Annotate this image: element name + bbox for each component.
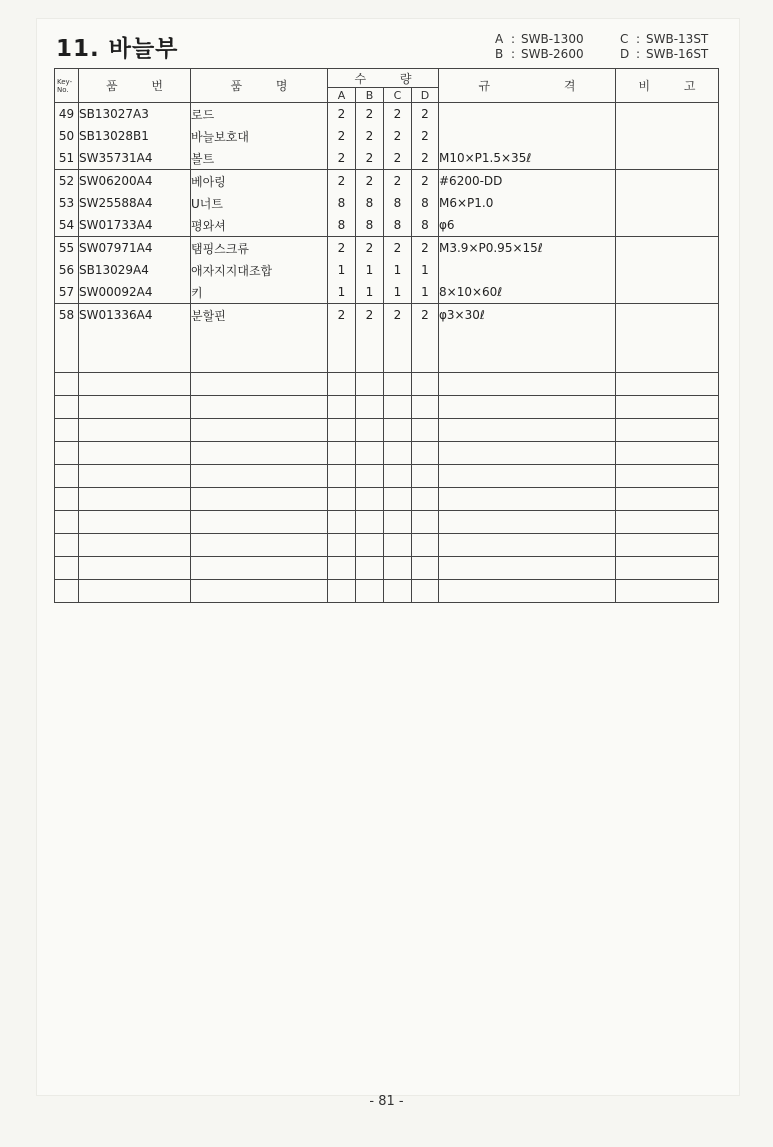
model-name: SWB-16ST (646, 47, 709, 61)
spec-cell: M3.9×P0.95×15ℓ (439, 237, 616, 260)
qty-b-cell: 2 (356, 170, 384, 193)
qty-c-cell: 8 (384, 214, 412, 237)
model-row-a (495, 32, 584, 47)
qty-d-cell: 2 (412, 304, 439, 327)
qty-a-cell: 2 (328, 103, 356, 126)
part-no-cell: SB13029A4 (79, 259, 191, 281)
spec-cell (439, 125, 616, 147)
table-row-empty (55, 442, 719, 465)
key-no-cell: 49 (55, 103, 79, 126)
spec-cell: M10×P1.5×35ℓ (439, 147, 616, 170)
qty-c-cell: 2 (384, 304, 412, 327)
spec-cell: φ3×30ℓ (439, 304, 616, 327)
qty-d-cell: 1 (412, 259, 439, 281)
part-no-cell: SW00092A4 (79, 281, 191, 304)
table-row (55, 125, 719, 147)
model-name: SWB-2600 (521, 47, 584, 61)
qty-c-cell: 1 (384, 259, 412, 281)
table-row-empty (55, 326, 719, 373)
page-number: - 81 - (369, 1094, 404, 1109)
part-name-cell: 분할핀 (191, 304, 328, 327)
qty-d-cell: 2 (412, 103, 439, 126)
section-title: 11. 바늘부 (56, 36, 179, 62)
table-row (55, 259, 719, 281)
header-remarks-label: 비 고 (638, 79, 696, 93)
part-no-cell: SW35731A4 (79, 147, 191, 170)
key-no-cell: 53 (55, 192, 79, 214)
spec-cell (439, 103, 616, 126)
qty-a-cell: 2 (328, 304, 356, 327)
qty-c-cell: 2 (384, 147, 412, 170)
part-no-cell: SW01336A4 (79, 304, 191, 327)
part-no-cell: SB13028B1 (79, 125, 191, 147)
header-remarks (616, 69, 719, 103)
qty-a-cell: 2 (328, 237, 356, 260)
qty-a-cell: 8 (328, 192, 356, 214)
key-no-cell: 56 (55, 259, 79, 281)
key-no-cell: 52 (55, 170, 79, 193)
model-key: C (620, 32, 629, 46)
qty-d-cell: 1 (412, 281, 439, 304)
key-no-cell: 58 (55, 304, 79, 327)
part-name-cell: 탬핑스크류 (191, 237, 328, 260)
model-key: D (620, 47, 630, 61)
remarks-cell (616, 304, 719, 327)
table-row (55, 192, 719, 214)
qty-b-cell: 8 (356, 192, 384, 214)
part-name-cell: 애자지지대조합 (191, 259, 328, 281)
part-no-cell: SW01733A4 (79, 214, 191, 237)
spec-cell: M6×P1.0 (439, 192, 616, 214)
qty-b-cell: 2 (356, 103, 384, 126)
qty-b-cell: 2 (356, 125, 384, 147)
qty-d-cell: 8 (412, 214, 439, 237)
spec-cell: #6200-DD (439, 170, 616, 193)
qty-b-cell: 1 (356, 281, 384, 304)
qty-c-cell: 1 (384, 281, 412, 304)
remarks-cell (616, 259, 719, 281)
header-key-no (55, 69, 79, 103)
qty-b-cell: 1 (356, 259, 384, 281)
qty-b-cell: 8 (356, 214, 384, 237)
header-qty-label: 수 량 (354, 71, 412, 86)
part-name-cell: U너트 (191, 192, 328, 214)
table-row-empty (55, 465, 719, 488)
model-row-c (620, 32, 708, 47)
header-part-name-label: 품 명 (230, 79, 288, 93)
spec-cell: φ6 (439, 214, 616, 237)
qty-c-cell: 2 (384, 237, 412, 260)
model-sep: : (635, 47, 641, 61)
remarks-cell (616, 125, 719, 147)
parts-table (54, 68, 719, 603)
qty-c-cell: 2 (384, 103, 412, 126)
remarks-cell (616, 281, 719, 304)
qty-a-cell: 2 (328, 147, 356, 170)
header-part-name (191, 69, 328, 103)
key-no-cell: 51 (55, 147, 79, 170)
part-name-cell: 로드 (191, 103, 328, 126)
header-qty-c: C (384, 88, 412, 103)
remarks-cell (616, 237, 719, 260)
qty-a-cell: 1 (328, 259, 356, 281)
qty-d-cell: 2 (412, 237, 439, 260)
model-legend-left (495, 32, 584, 62)
table-row-empty (55, 534, 719, 557)
header-qty (328, 69, 439, 88)
table-row-empty (55, 396, 719, 419)
model-name: SWB-1300 (521, 32, 584, 46)
model-sep: : (635, 32, 641, 46)
qty-a-cell: 8 (328, 214, 356, 237)
header-key-no-line2: No. (57, 85, 69, 94)
qty-d-cell: 2 (412, 147, 439, 170)
header-qty-d: D (412, 88, 439, 103)
model-row-b (495, 47, 584, 62)
header-qty-b: B (356, 88, 384, 103)
model-sep: : (510, 32, 516, 46)
spec-cell (439, 259, 616, 281)
remarks-cell (616, 192, 719, 214)
part-name-cell: 베아링 (191, 170, 328, 193)
part-name-cell: 바늘보호대 (191, 125, 328, 147)
table-row (55, 281, 719, 304)
header-part-no-label: 품 번 (106, 79, 163, 93)
table-row (55, 103, 719, 126)
part-name-cell: 키 (191, 281, 328, 304)
part-name-cell: 볼트 (191, 147, 328, 170)
table-row-empty (55, 511, 719, 534)
qty-a-cell: 2 (328, 125, 356, 147)
qty-a-cell: 1 (328, 281, 356, 304)
remarks-cell (616, 170, 719, 193)
header-spec-label: 규 격 (478, 79, 576, 93)
part-no-cell: SW25588A4 (79, 192, 191, 214)
table-row-empty (55, 373, 719, 396)
table-row (55, 170, 719, 193)
qty-d-cell: 8 (412, 192, 439, 214)
remarks-cell (616, 147, 719, 170)
table-row (55, 237, 719, 260)
part-no-cell: SW07971A4 (79, 237, 191, 260)
table-row (55, 304, 719, 327)
part-no-cell: SW06200A4 (79, 170, 191, 193)
header-key-no-line1: Key- (57, 77, 73, 86)
model-sep: : (510, 47, 516, 61)
part-no-cell: SB13027A3 (79, 103, 191, 126)
table-row-empty (55, 557, 719, 580)
qty-d-cell: 2 (412, 125, 439, 147)
model-legend-right (620, 32, 708, 62)
table-row (55, 147, 719, 170)
qty-c-cell: 8 (384, 192, 412, 214)
header-spec (439, 69, 616, 103)
header-part-no (79, 69, 191, 103)
key-no-cell: 50 (55, 125, 79, 147)
table-row-empty (55, 419, 719, 442)
model-key: A (495, 32, 504, 46)
key-no-cell: 55 (55, 237, 79, 260)
qty-d-cell: 2 (412, 170, 439, 193)
qty-b-cell: 2 (356, 304, 384, 327)
model-key: B (495, 47, 504, 61)
key-no-cell: 57 (55, 281, 79, 304)
table-row-empty (55, 580, 719, 603)
qty-c-cell: 2 (384, 170, 412, 193)
table-row-empty (55, 488, 719, 511)
table-row (55, 214, 719, 237)
part-name-cell: 평와셔 (191, 214, 328, 237)
model-row-d (620, 47, 708, 62)
spec-cell: 8×10×60ℓ (439, 281, 616, 304)
qty-c-cell: 2 (384, 125, 412, 147)
qty-a-cell: 2 (328, 170, 356, 193)
model-name: SWB-13ST (646, 32, 709, 46)
qty-b-cell: 2 (356, 147, 384, 170)
qty-b-cell: 2 (356, 237, 384, 260)
header-qty-a: A (328, 88, 356, 103)
key-no-cell: 54 (55, 214, 79, 237)
remarks-cell (616, 103, 719, 126)
remarks-cell (616, 214, 719, 237)
